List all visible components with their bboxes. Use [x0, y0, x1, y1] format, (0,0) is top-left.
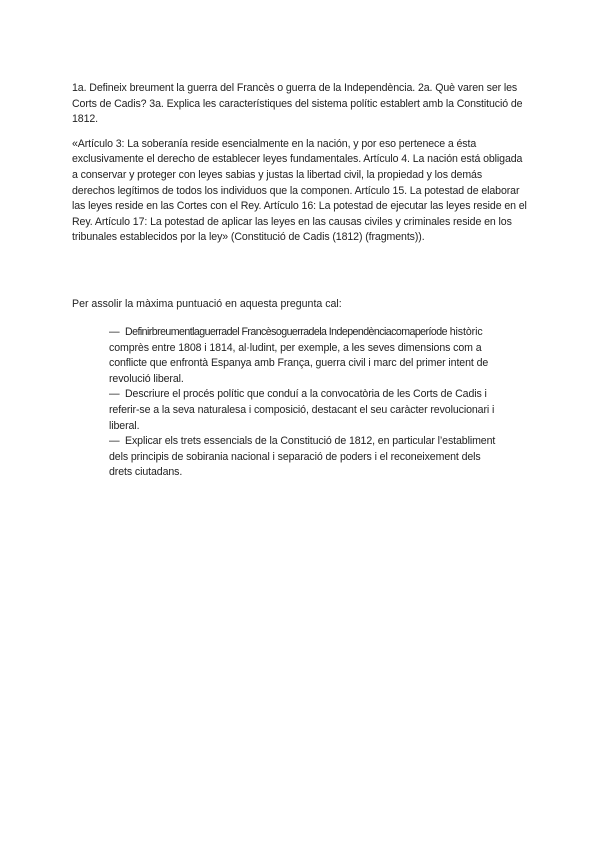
document-page [72, 81, 527, 479]
criterion-first-line: Descriure el procés polític que conduí a la convocatòria de les Corts de Cadis i [125, 388, 487, 401]
criterion-first-line: Definirbreumentlaguerradel Francèsoguerradela Independènciacomaperíode [125, 326, 447, 338]
criterion-item [109, 434, 503, 481]
dash-bullet: — [109, 326, 120, 338]
dash-bullet: — [109, 435, 120, 448]
criterion-item [109, 325, 503, 387]
grading-intro: Per assolir la màxima puntuació en aquesta pregunta cal: [72, 298, 342, 310]
criterion-rest: històric comprès entre 1808 i 1814, al·ludint, per exemple, a les seves dimensions com a conflicte que enfrontà Espanya amb França, guerra civil i marc del primer intent de revolució liberal. [109, 326, 489, 385]
criterion-rest: dels principis de sobirania nacional i separació de poders i el reconeixement dels drets ciutadans. [109, 450, 481, 479]
criterion-rest: referir-se a la seva naturalesa i composició, destacant el seu caràcter revolucionari i liberal. [109, 403, 495, 432]
criterion-item [109, 387, 503, 434]
grading-criteria-list [109, 325, 503, 481]
question-prompt: 1a. Defineix breument la guerra del Francès o guerra de la Independència. 2a. Què varen ser les Corts de Cadis? 3a. Explica les característiques del sistema polític establert amb la Constitució de 1812. [72, 82, 523, 126]
dash-bullet: — [109, 388, 120, 401]
source-text-excerpt: «Artículo 3: La soberanía reside esencialmente en la nación, y por eso pertenece a ésta exclusivamente el derecho de establecer leyes fundamentales. Artículo 4. La nación está obligada a conservar y proteger con leyes sabias y justas la libertad civil, la propiedad y los demás derechos legítimos de todos los individuos que la componen. Artículo 15. La potestad de elaborar las leyes reside en las Cortes con el Rey. Artículo 16: La potestad de ejecutar las leyes reside en el Rey. Artículo 17: La potestad de aplicar las leyes en las causas civiles y criminales reside en los tribunales establecidos por la ley» (Constitució de Cadis (1812) (fragments)). [72, 137, 527, 244]
criterion-first-line: Explicar els trets essencials de la Constitució de 1812, en particular l’establiment [125, 435, 496, 448]
